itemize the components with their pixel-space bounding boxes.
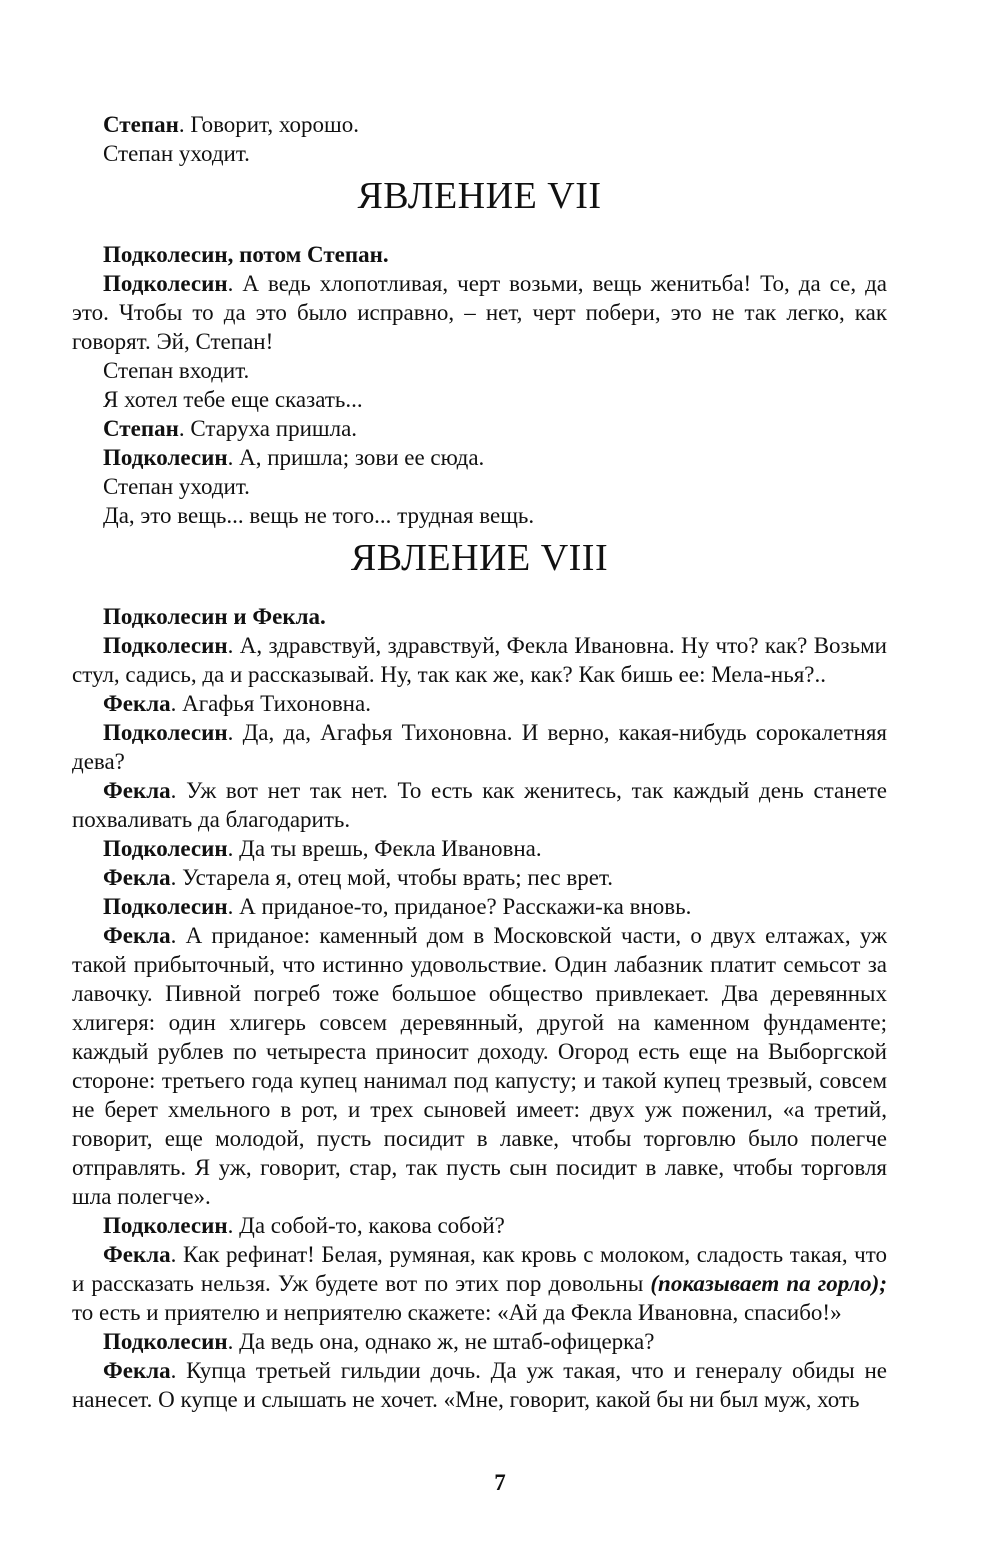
speech: [72, 921, 887, 1211]
speaker: Фекла: [103, 778, 171, 803]
stage-remark: (показывает па горло);: [650, 1271, 887, 1296]
stage-direction: Степан уходит.: [103, 474, 250, 499]
stage-direction: Степан уходит.: [103, 141, 250, 166]
speech-text: . А приданое-то, приданое? Расскажи-ка вновь.: [227, 894, 692, 919]
speech-text: . А, пришла; зови ее сюда.: [227, 445, 485, 470]
speech: [72, 269, 887, 356]
speaker: Подколесин: [103, 633, 228, 658]
speech: [72, 1240, 887, 1327]
cast-list: Подколесин, потом Степан.: [103, 242, 389, 267]
speaker: Фекла: [103, 1358, 171, 1383]
speech-text: . Агафья Тихоновна.: [170, 691, 371, 716]
speech: [72, 689, 887, 718]
stage-direction: Да, это вещь... вещь не того... трудная вещь.: [103, 503, 535, 528]
speech-text: . Да собой-то, какова собой?: [227, 1213, 505, 1238]
speaker: Подколесин: [103, 720, 228, 745]
speech-text: то есть и приятелю и неприятелю скажете: «Ай да Фекла Ивановна, спасибо!»: [72, 1300, 842, 1325]
speaker: Подколесин: [103, 894, 228, 919]
speaker: Степан: [103, 416, 179, 441]
speech: [72, 1356, 887, 1414]
speech: [72, 834, 887, 863]
page-text: [72, 110, 887, 1414]
speech-text: . Да ведь она, однако ж, не штаб-офицерка?: [227, 1329, 655, 1354]
speech-text: . А приданое: каменный дом в Московской части, о двух елтажах, уж такой прибыточный, что истинно удовольствие. Один лабазник платит семьсот за лавочку. Пивной погреб тоже большое общество привлекает. Два деревянных хлигеря: один хлигерь совсем деревянный, другой на каменном фундаменте; каждый рублев по четыреста приносит доходу. Огород есть еще на Выборгской стороне: третьего года купец нанимал под капусту; и такой купец трезвый, совсем не берет хмельного в рот, и трех сыновей имеет: двух уж поженил, «а третий, говорит, еще молодой, пусть посидит в лавке, чтобы торговлю было полегче отправлять. Я уж, говорит, стар, так пусть сын посидит в лавке, чтобы торговля шла полегче».: [72, 923, 887, 1209]
scene-heading: ЯВЛЕНИЕ VII: [357, 175, 602, 217]
speaker: Фекла: [103, 691, 171, 716]
speech: [72, 718, 887, 776]
speech-text: . Да, да, Агафья Тихоновна. И верно, какая-нибудь сорокалетняя дева?: [72, 720, 887, 774]
speech: [72, 1211, 887, 1240]
speech: [72, 110, 887, 139]
speaker: Подколесин: [103, 836, 228, 861]
speaker: Фекла: [103, 865, 171, 890]
speech-text: . Старуха пришла.: [178, 416, 358, 441]
speaker: Подколесин: [103, 271, 228, 296]
speech: [72, 443, 887, 472]
speaker: Подколесин: [103, 1329, 228, 1354]
speech: [72, 631, 887, 689]
stage-direction: Я хотел тебе еще сказать...: [103, 387, 363, 412]
speech-text: . Говорит, хорошо.: [178, 112, 360, 137]
speech: [72, 863, 887, 892]
speaker: Подколесин: [103, 445, 228, 470]
speech-text: . Устарела я, отец мой, чтобы врать; пес врет.: [170, 865, 614, 890]
speech-text: . Да ты врешь, Фекла Ивановна.: [227, 836, 542, 861]
speech: [72, 414, 887, 443]
speech-text: . Как рефинат! Белая, румяная, как кровь с молоком, сладость такая, что и рассказать нельзя. Уж будете вот по этих пор довольны: [72, 1242, 887, 1296]
page-number: 7: [494, 1470, 506, 1495]
speech-text: . А, здравствуй, здравствуй, Фекла Ивановна. Ну что? как? Возьми стул, садись, да и рассказывай. Ну, так как же, как? Как бишь ее: Мела-нья?..: [72, 633, 887, 687]
speech: [72, 892, 887, 921]
speaker: Фекла: [103, 923, 171, 948]
stage-direction: Степан входит.: [103, 358, 250, 383]
speech-text: . Уж вот нет так нет. То есть как женитесь, так каждый день станете похваливать да благодарить.: [72, 778, 887, 832]
speech-text: . Купца третьей гильдии дочь. Да уж такая, что и генералу обиды не нанесет. О купце и слышать не хочет. «Мне, говорит, какой бы ни был муж, хоть: [72, 1358, 887, 1412]
scene-heading: ЯВЛЕНИЕ VIII: [350, 537, 609, 579]
speaker: Фекла: [103, 1242, 171, 1267]
speech: [72, 1327, 887, 1356]
speech-text: . А ведь хлопотливая, черт возьми, вещь женитьба! То, да се, да это. Чтобы то да это было исправно, – нет, черт побери, это не так легко, как говорят. Эй, Степан!: [72, 271, 887, 354]
speaker: Степан: [103, 112, 179, 137]
speech: [72, 776, 887, 834]
speaker: Подколесин: [103, 1213, 228, 1238]
cast-list: Подколесин и Фекла.: [103, 604, 326, 629]
